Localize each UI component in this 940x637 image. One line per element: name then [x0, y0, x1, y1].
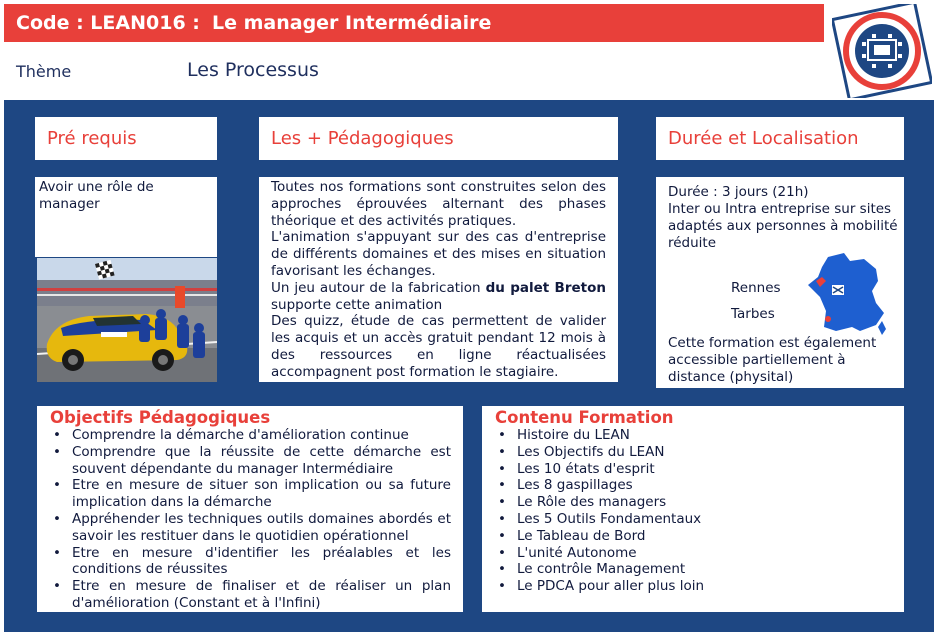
objectif-item: • Etre en mesure de finaliser et de réaliser un plan d'amélioration (Constant et à l'Infini) — [50, 578, 451, 612]
objectif-item: • Etre en mesure d'identifier les préalables et les conditions de réussites — [50, 545, 451, 579]
theme-label: Thème — [16, 62, 72, 81]
duree-header — [656, 117, 904, 160]
palet-breton-highlight: du palet Breton — [485, 279, 606, 296]
contenu-item: • Le contrôle Management — [495, 561, 892, 578]
contenu-item: • Les Objectifs du LEAN — [495, 444, 892, 461]
contenu-item: • Le Tableau de Bord — [495, 528, 892, 545]
city-rennes: Rennes — [731, 280, 781, 296]
duree-line1: Durée : 3 jours (21h) — [668, 184, 809, 200]
duree-line2: Inter ou Intra entreprise sur sites adaptés aux personnes à mobilité réduite — [668, 201, 898, 251]
duree-box — [656, 177, 904, 388]
contenu-item: • Les 8 gaspillages — [495, 477, 892, 494]
objectifs-box — [37, 406, 463, 612]
pedagogiques-box — [259, 177, 618, 382]
duree-footer: Cette formation est également accessible partiellement à distance (physital) — [668, 335, 877, 385]
france-map-icon — [806, 251, 888, 337]
prerequis-text: Avoir une rôle de manager — [39, 179, 154, 212]
prerequis-box — [35, 177, 217, 257]
title-bar — [4, 4, 824, 42]
objectif-item: • Etre en mesure de situer son implication ou sa future implication dans la démarche — [50, 477, 451, 511]
contenu-title: Contenu Formation — [495, 408, 674, 427]
objectifs-list — [50, 427, 451, 612]
pedagogiques-p3-start: Un jeu autour de la fabrication — [271, 279, 486, 296]
pedagogiques-title: Les + Pédagogiques — [271, 128, 454, 149]
objectifs-title: Objectifs Pédagogiques — [50, 408, 271, 427]
contenu-item: • Le Rôle des managers — [495, 494, 892, 511]
objectif-item: • Comprendre que la réussite de cette démarche est souvent dépendante du manager Intermédiaire — [50, 444, 451, 478]
pedagogiques-header — [259, 117, 618, 160]
duree-title: Durée et Localisation — [668, 128, 859, 149]
theme-value: Les Processus — [187, 59, 319, 81]
objectif-item: • Comprendre la démarche d'amélioration continue — [50, 427, 451, 444]
contenu-item: • L'unité Autonome — [495, 545, 892, 562]
contenu-item: • Le PDCA pour aller plus loin — [495, 578, 892, 595]
contenu-list — [495, 427, 892, 595]
pedagogiques-p4: Des quizz, étude de cas permettent de valider les acquis et un accès gratuit pendant 12 mois à des ressources en ligne réactualisées accompagnent post formation le stagiaire. — [271, 313, 606, 380]
prerequis-header — [35, 117, 217, 160]
prerequis-title: Pré requis — [47, 128, 137, 149]
pedagogiques-p2: L'animation s'appuyant sur des cas d'entreprise de différents domaines et des mises en situation favorisant les échanges. — [271, 229, 606, 279]
course-code: Code : LEAN016 : — [16, 12, 200, 34]
pedagogiques-p1: Toutes nos formations sont construites selon des approches éprouvées alternant des phases théorique et des activités pratiques. — [271, 179, 606, 229]
contenu-item: • Les 10 états d'esprit — [495, 461, 892, 478]
course-name: Le manager Intermédiaire — [212, 12, 492, 34]
company-logo — [832, 4, 932, 98]
pedagogiques-p3-end: supporte cette animation — [271, 296, 443, 313]
contenu-item: • Histoire du LEAN — [495, 427, 892, 444]
objectif-item: • Appréhender les techniques outils domaines abordés et savoir les restituer dans le quotidien opérationnel — [50, 511, 451, 545]
pit-stop-photo — [37, 258, 217, 382]
contenu-box — [482, 406, 904, 612]
pedagogiques-p3 — [271, 280, 606, 314]
contenu-item: • Les 5 Outils Fondamentaux — [495, 511, 892, 528]
city-tarbes: Tarbes — [731, 306, 775, 322]
